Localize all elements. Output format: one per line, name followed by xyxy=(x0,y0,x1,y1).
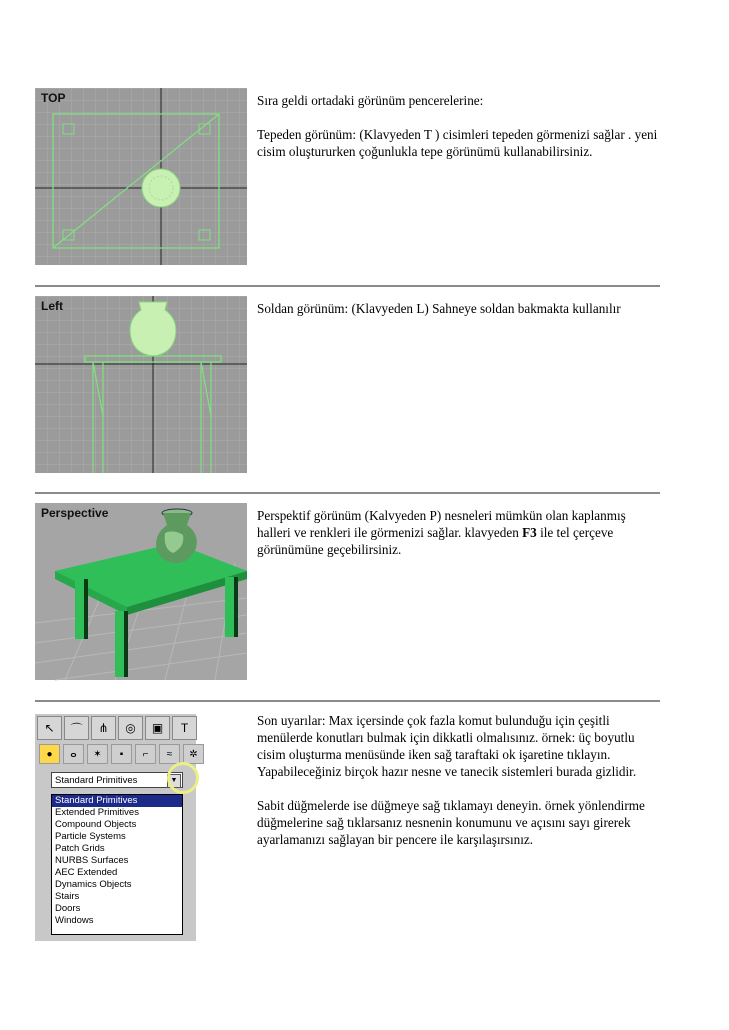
f3-key: F3 xyxy=(522,525,537,540)
section-top-view xyxy=(35,88,660,268)
option-item[interactable]: Standard Primitives xyxy=(52,795,182,807)
systems-icon: ✲ xyxy=(183,744,204,764)
perspective-view-text xyxy=(257,507,662,575)
perspective-text-part2: ile tel çerçeve görünümüne geçebilirsiniz. xyxy=(257,525,614,557)
divider xyxy=(35,700,660,702)
left-view-paragraph: Soldan görünüm: (Klavyeden L) Sahneye soldan bakmakta kullanılır xyxy=(257,301,621,316)
intro-paragraph: Sıra geldi ortadaki görünüm pencerelerine: xyxy=(257,93,484,108)
option-item[interactable]: Extended Primitives xyxy=(55,807,139,818)
hierarchy-icon: ⋔ xyxy=(91,716,116,740)
top-viewport-image xyxy=(35,88,247,265)
top-view-paragraph: Tepeden görünüm: (Klavyeden T ) cisimleri tepeden görmenizi sağlar . yeni cisim oluştururken çoğunlukla tepe görünümü kullanabilirsiniz. xyxy=(257,127,658,159)
option-item[interactable]: Compound Objects xyxy=(55,819,137,830)
highlight-ring xyxy=(167,762,199,794)
select-value: Standard Primitives xyxy=(55,775,138,786)
section-left-view xyxy=(35,296,660,476)
curve-icon: ⌒ xyxy=(64,716,89,740)
pointer-icon: ↖ xyxy=(37,716,62,740)
left-viewport-image xyxy=(35,296,247,473)
perspective-paragraph xyxy=(257,507,662,558)
dropdown-arrow-icon[interactable]: ▼ xyxy=(167,774,181,788)
divider xyxy=(35,492,660,494)
left-view-text xyxy=(257,300,662,334)
option-item[interactable]: Dynamics Objects xyxy=(55,879,132,890)
display-icon: ▣ xyxy=(145,716,170,740)
option-item[interactable]: NURBS Surfaces xyxy=(55,855,129,866)
spacewarps-icon: ≈ xyxy=(159,744,180,764)
command-panel-tabs xyxy=(37,716,197,740)
divider xyxy=(35,285,660,287)
create-category-buttons xyxy=(39,744,204,764)
primitive-type-select[interactable] xyxy=(51,772,183,788)
viewport-label-left: Left xyxy=(41,299,63,313)
perspective-viewport-image xyxy=(35,503,247,680)
perspective-text-part1: Perspektif görünüm (Kalvyeden P) nesneleri mümkün olan kaplanmış halleri ve renkleri ile görmenizi sağlar. klavyeden xyxy=(257,508,626,540)
create-panel-image xyxy=(35,714,196,941)
right-click-paragraph: Sabit düğmelerde ise düğmeye sağ tıklamayı deneyin. örnek yönlendirme düğmelerine sağ tıklarsanız nesnenin konumunu ve açısını sayı girerek ayarlamanızı sağlayan bir pencere ile karşılaşırsınız. xyxy=(257,798,645,847)
viewport-label-top: TOP xyxy=(41,91,66,105)
lights-icon: ✶ xyxy=(87,744,108,764)
motion-icon: ◎ xyxy=(118,716,143,740)
option-item[interactable]: Windows xyxy=(55,915,94,926)
warnings-paragraph: Son uyarılar: Max içersinde çok fazla komut bulunduğu için çeşitli menülerde konutları bulmak için dikkatli olmalısınız. örnek: üç boyutlu cisim oluşturma menüsünde iken sağ taraftaki ok işaretine tıklayın. Yapabileceğiniz birçok hazır nesne ve tanecik sistemleri burada gizlidir. xyxy=(257,713,637,779)
hammer-icon: T xyxy=(172,716,197,740)
final-notes-text xyxy=(257,712,662,865)
section-perspective-view xyxy=(35,503,660,683)
section-final-notes xyxy=(35,708,660,948)
viewport-label-perspective: Perspective xyxy=(41,506,109,520)
option-item[interactable]: Stairs xyxy=(55,891,80,902)
top-view-text xyxy=(257,92,662,177)
option-item[interactable]: Doors xyxy=(55,903,81,914)
shapes-icon: ⴰ xyxy=(63,744,84,764)
helpers-icon: ⌐ xyxy=(135,744,156,764)
option-item[interactable]: Patch Grids xyxy=(55,843,105,854)
primitive-type-options xyxy=(51,794,183,935)
sphere-icon: ● xyxy=(39,744,60,764)
option-item[interactable]: Particle Systems xyxy=(55,831,126,842)
option-item[interactable]: AEC Extended xyxy=(55,867,118,878)
camera-icon: ▪ xyxy=(111,744,132,764)
